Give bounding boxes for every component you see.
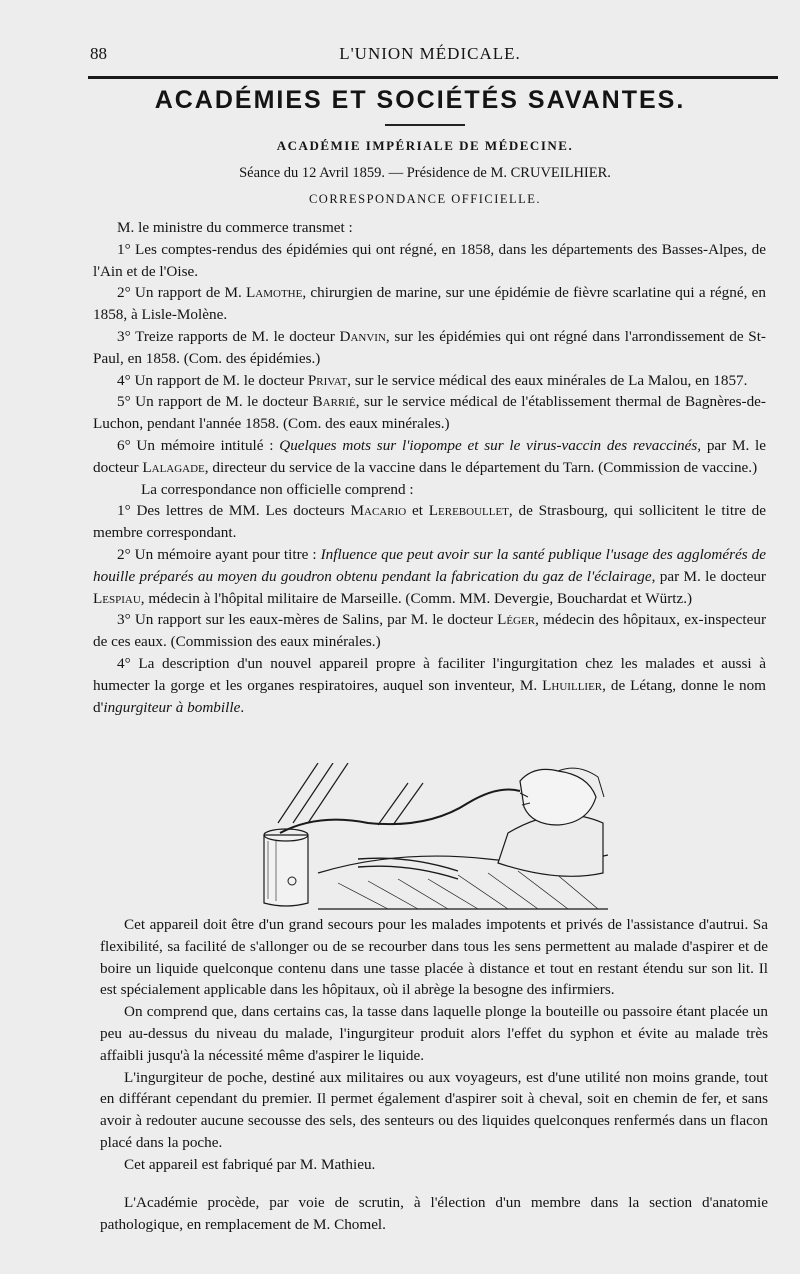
manufacturer-paragraph: Cet appareil est fabriqué par M. Mathieu. xyxy=(124,1155,376,1173)
item-text: , médecin des hôpitaux, ex-inspecteur de ces eaux. (Commission des eaux minérales.) xyxy=(93,611,766,651)
memoir-title: Quelques mots sur l'iopompe et sur le virus-vaccin des revaccinés, xyxy=(279,436,702,454)
item-text: 1° Les comptes-rendus des épidémies qui ont régné, en 1858, dans les départements des Basses-Alpes, de l'Ain et de l'Oise. xyxy=(93,240,766,280)
item-text: , de Strasbourg, qui sollicitent le titre de membre correspondant. xyxy=(93,502,766,542)
device-name: ingurgiteur à bombille xyxy=(103,698,241,716)
correspondence-heading: CORRESPONDANCE OFFICIELLE. xyxy=(308,192,542,206)
item-text: 3° Un rapport sur les eaux-mères de Salins, par M. le docteur xyxy=(117,611,498,629)
author-name: Lamothe xyxy=(246,284,303,302)
official-item-4 xyxy=(93,370,766,392)
author-name: Privat xyxy=(307,371,348,389)
nonofficial-item-3 xyxy=(93,609,766,653)
author-name: Lhuillier xyxy=(542,676,603,694)
section-title: ACADÉMIES ET SOCIÉTÉS SAVANTES. xyxy=(154,86,686,114)
memoir-title: Influence que peut avoir sur la santé publique l'usage des agglomérés de houille préparés au moyen du goudron obtenu pendant la fabrication du gaz de l'éclairage xyxy=(93,545,766,585)
item-text: , de Létang, donne le nom d' xyxy=(93,676,766,716)
official-item-6 xyxy=(93,435,766,479)
description-paragraph: Cet appareil doit être d'un grand secours pour les malades impotents et privés de l'assistance d'autrui. Sa flexibilité, sa facilité de s'allonger ou de se recourber dans tous les sens permettent au malade d'aspirer et de boire un liquide quelconque contenu dans une tasse placée à distance et tout en restant étendu sur son lit. Il est spécialement applicable dans les hôpitaux, où il abrège la besogne des infirmiers. xyxy=(100,916,768,999)
title-rule xyxy=(385,124,465,126)
item-text: 4° Un rapport de M. le docteur xyxy=(117,371,308,389)
author-name: Danvin xyxy=(339,327,386,345)
item-text: 6° Un mémoire intitulé : xyxy=(117,436,280,454)
item-text: , chirurgien de marine, sur une épidémie de fièvre scarlatine qui a régné, en 1858, à Lisle-Molène. xyxy=(93,284,766,324)
official-item-5 xyxy=(93,391,766,435)
nonofficial-item-4 xyxy=(93,653,766,718)
item-text: , sur le service médical de l'établissement thermal de Bagnères-de-Luchon, pendant l'année 1858. (Com. des eaux minérales.) xyxy=(93,393,766,433)
correspondence-body xyxy=(93,217,766,718)
item-text: 2° Un mémoire ayant pour titre : xyxy=(117,545,321,563)
item-text: 5° Un rapport de M. le docteur xyxy=(117,393,313,411)
item-text: 3° Treize rapports de M. le docteur xyxy=(117,327,340,345)
item-text: , directeur du service de la vaccine dans le département du Tarn. (Commission de vaccine.) xyxy=(204,458,758,476)
nonofficial-item-2 xyxy=(93,544,766,609)
official-item-3 xyxy=(93,326,766,370)
item-text: , par M. le docteur xyxy=(651,567,766,585)
election-body xyxy=(100,1192,768,1236)
page-number: 88 xyxy=(90,44,107,63)
academy-heading: ACADÉMIE IMPÉRIALE DE MÉDECINE. xyxy=(276,138,574,153)
description-paragraph: L'ingurgiteur de poche, destiné aux militaires ou aux voyageurs, est d'une utilité non moins grande, tout en différant cependant du premier. Il permet également d'aspirer soit à cheval, soit en chemin de fer, et sans avoir à redouter aucune secousse des sels, des senteurs ou des liquides quelconques renfermés dans un flacon placé dans la poche. xyxy=(100,1068,768,1151)
item-text: et xyxy=(406,502,429,520)
author-name: Lereboullet xyxy=(428,502,509,520)
author-name: Macario xyxy=(350,502,407,520)
description-body xyxy=(100,914,768,1176)
running-title: L'UNION MÉDICALE. xyxy=(339,44,521,63)
official-item-1 xyxy=(93,239,766,283)
item-text: , sur les épidémies qui ont régné dans l'arrondissement de St-Paul, en 1858. (Com. des épidémies.) xyxy=(93,327,766,367)
item-text: , sur le service médical des eaux minérales de La Malou, en 1857. xyxy=(347,371,748,389)
item-text: 2° Un rapport de M. xyxy=(117,284,247,302)
author-name: Lalagade xyxy=(142,458,205,476)
header-rule xyxy=(88,76,778,79)
election-paragraph: L'Académie procède, par voie de scrutin, à l'élection d'un membre dans la section d'anatomie pathologique, en remplacement de M. Chomel. xyxy=(100,1194,768,1233)
ingurgitator-illustration xyxy=(258,763,618,911)
session-line: Séance du 12 Avril 1859. — Présidence de M. CRUVEILHIER. xyxy=(239,165,611,181)
official-item-2 xyxy=(93,282,766,326)
description-paragraph: On comprend que, dans certains cas, la tasse dans laquelle plonge la bouteille ou passoire étant placée un peu au-dessus du niveau du malade, l'ingurgiteur produit alors l'effet du syphon et évite au malade très affaibli jusqu'à la nécessité même d'aspirer le liquide. xyxy=(100,1003,768,1064)
nonofficial-paragraph: La correspondance non officielle comprend : xyxy=(141,480,414,498)
author-name: Barrié xyxy=(312,393,356,411)
item-text: 4° La description d'un nouvel appareil propre à faciliter l'ingurgitation chez les malades et aussi à humecter la gorge et les organes respiratoires, auquel son inventeur, M. xyxy=(93,654,766,694)
page-header xyxy=(90,44,770,72)
item-text: par M. le docteur xyxy=(93,436,766,476)
nonofficial-item-1 xyxy=(93,500,766,544)
item-text: 1° Des lettres de MM. Les docteurs xyxy=(117,502,351,520)
minister-paragraph: M. le ministre du commerce transmet : xyxy=(117,219,353,236)
author-name: Léger xyxy=(497,611,536,629)
item-text: . xyxy=(240,698,245,716)
author-name: Lespiau xyxy=(93,589,141,607)
item-text: , médecin à l'hôpital militaire de Marseille. (Comm. MM. Devergie, Bouchardat et Würtz.) xyxy=(140,589,693,607)
